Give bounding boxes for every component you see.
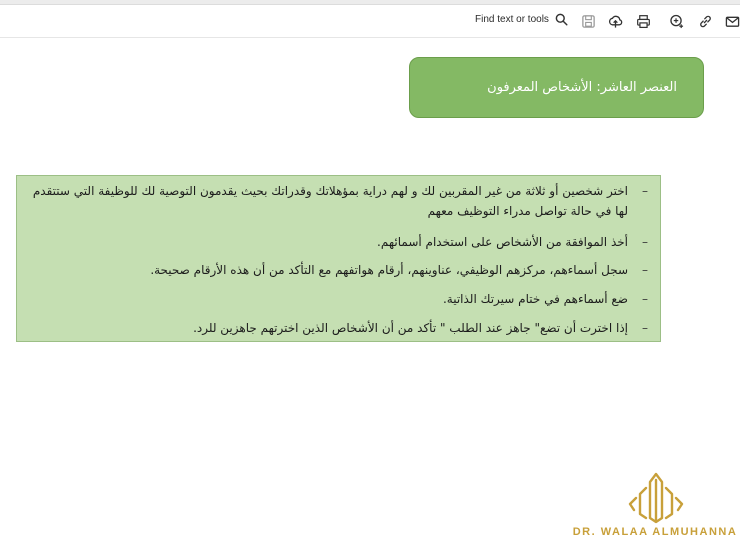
bullet-dash: – (642, 292, 648, 306)
list-item (15, 181, 660, 223)
list-item-text: أخذ الموافقة من الأشخاص على استخدام أسمائهم. (377, 235, 628, 249)
slide-title: العنصر العاشر: الأشخاص المعرفون (487, 80, 677, 95)
bullet-dash: – (642, 321, 648, 335)
upload-icon[interactable] (607, 13, 623, 29)
logo-text: DR. WALAA ALMUHANNA (572, 526, 738, 538)
pdf-toolbar (0, 5, 740, 38)
list-item-text: ضع أسماءهم في ختام سيرتك الذاتية. (442, 292, 628, 306)
save-icon[interactable] (580, 13, 596, 29)
find-label: Find text or tools (475, 14, 549, 25)
list-item-text: إذا اخترت أن تضع" جاهز عند الطلب " تأكد من أن الأشخاص الذين اخترتهم جاهزين للرد. (193, 321, 628, 335)
slide-title-box (409, 57, 704, 118)
list-item (15, 289, 660, 311)
bullet-dash: – (642, 235, 648, 249)
logo-emblem-icon (628, 472, 684, 524)
find-text-tools[interactable] (475, 13, 568, 26)
list-item-text: اختر شخصين أو ثلاثة من غير المقربين لك و لهم دراية بمؤهلاتك وقدراتك بحيث يقدمون التوصية لك للوظيفة التي ستتقدم لها في حالة تواصل مدراء التوظيف معهم (32, 184, 628, 218)
add-comment-icon[interactable] (668, 13, 684, 29)
search-icon (555, 13, 568, 26)
list-item (15, 318, 660, 340)
bullet-dash: – (642, 263, 648, 277)
mail-icon[interactable] (724, 13, 740, 29)
bullet-dash: – (642, 184, 648, 198)
list-item-text: سجل أسماءهم، مركزهم الوظيفي، عناوينهم، أرقام هواتفهم مع التأكد من أن هذه الأرقام صحيحة. (150, 263, 628, 277)
print-icon[interactable] (635, 13, 651, 29)
link-icon[interactable] (697, 13, 713, 29)
list-item (15, 232, 660, 254)
brand-logo (570, 470, 740, 539)
list-item (15, 260, 660, 282)
slide-content-box (16, 175, 661, 342)
